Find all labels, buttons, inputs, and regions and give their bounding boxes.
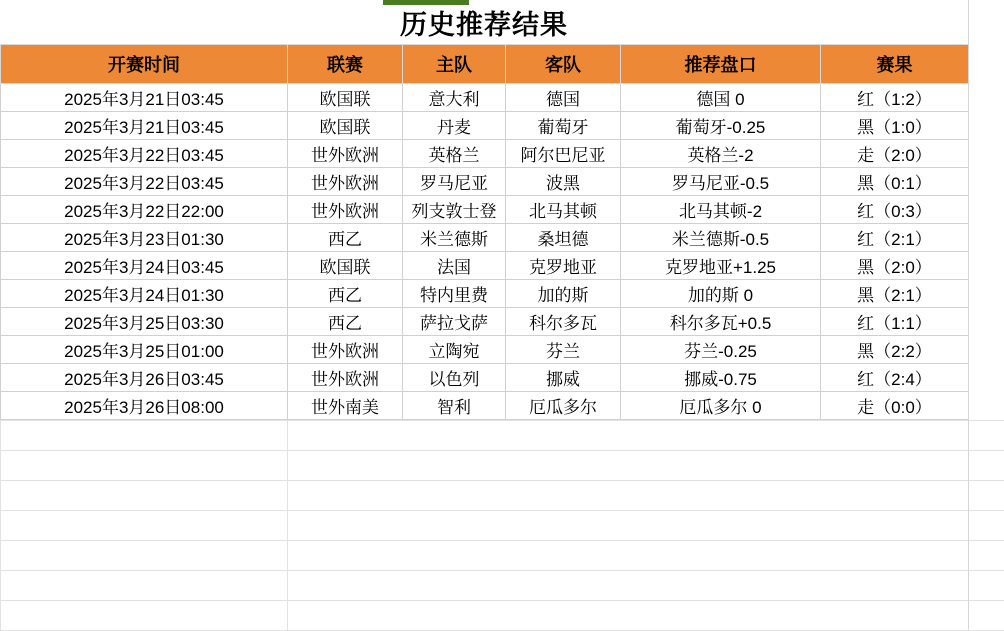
column-header-home: 主队 [403,45,506,84]
table-row [1,252,969,280]
cell-result [821,336,969,364]
result-label: 黑 [857,174,874,193]
empty-cell[interactable] [288,421,969,451]
column-header-away: 客队 [506,45,621,84]
result-score: （1:0） [874,118,932,137]
result-score: （0:0） [874,398,932,417]
cell-away-team: 科尔多瓦 [506,308,621,336]
cell-result [821,392,969,420]
cell-result [821,112,969,140]
cell-home-team: 特内里费 [403,280,506,308]
column-header-time: 开赛时间 [1,45,288,84]
column-header-league: 联赛 [288,45,403,84]
result-label: 红 [857,202,874,221]
cell-home-team: 萨拉戈萨 [403,308,506,336]
cell-away-team: 德国 [506,84,621,112]
cell-line: 厄瓜多尔 0 [621,392,821,420]
cell-time: 2025年3月24日03:45 [1,252,288,280]
cell-time: 2025年3月25日03:30 [1,308,288,336]
cell-time: 2025年3月26日08:00 [1,392,288,420]
empty-rows-area [0,420,1004,631]
empty-cell[interactable] [1,511,288,541]
cell-league: 欧国联 [288,252,403,280]
result-score: （0:1） [874,174,932,193]
cell-line: 葡萄牙-0.25 [621,112,821,140]
cell-league: 世外欧洲 [288,336,403,364]
cell-line: 加的斯 0 [621,280,821,308]
result-score: （2:0） [874,146,932,165]
cell-time: 2025年3月21日03:45 [1,112,288,140]
cell-line: 芬兰-0.25 [621,336,821,364]
column-header-result: 赛果 [821,45,969,84]
cell-result [821,308,969,336]
result-score: （2:1） [874,286,932,305]
cell-time: 2025年3月26日03:45 [1,364,288,392]
cell-line: 北马其顿-2 [621,196,821,224]
result-label: 黑 [857,118,874,137]
cell-line: 德国 0 [621,84,821,112]
cell-home-team: 丹麦 [403,112,506,140]
cell-result [821,224,969,252]
cell-result [821,252,969,280]
result-score: （2:4） [874,370,932,389]
cell-result [821,84,969,112]
column-header-line: 推荐盘口 [621,45,821,84]
table-header-row [1,45,969,84]
cell-home-team: 米兰德斯 [403,224,506,252]
table-row [1,280,969,308]
cell-league: 西乙 [288,280,403,308]
empty-cell[interactable] [288,571,969,601]
cell-away-team: 挪威 [506,364,621,392]
result-label: 红 [857,230,874,249]
cell-league: 世外欧洲 [288,196,403,224]
table-row [1,112,969,140]
empty-cell[interactable] [1,481,288,511]
cell-home-team: 法国 [403,252,506,280]
empty-cell[interactable] [288,481,969,511]
page-title: 历史推荐结果 [0,0,968,44]
cell-league: 世外南美 [288,392,403,420]
table-row [1,392,969,420]
cell-time: 2025年3月21日03:45 [1,84,288,112]
cell-time: 2025年3月22日03:45 [1,140,288,168]
result-score: （0:3） [874,202,932,221]
empty-cell[interactable] [288,601,969,631]
cell-result [821,168,969,196]
result-score: （2:0） [874,258,932,277]
result-score: （2:1） [874,230,932,249]
empty-cell[interactable] [1,421,288,451]
cell-league: 西乙 [288,308,403,336]
result-score: （2:2） [874,342,932,361]
cell-away-team: 北马其顿 [506,196,621,224]
empty-row [1,481,1004,511]
empty-cell[interactable] [288,511,969,541]
result-label: 走 [857,146,874,165]
cell-line: 科尔多瓦+0.5 [621,308,821,336]
result-label: 红 [857,90,874,109]
cell-league: 世外欧洲 [288,168,403,196]
cell-time: 2025年3月23日01:30 [1,224,288,252]
table-row [1,336,969,364]
table-row [1,224,969,252]
cell-away-team: 克罗地亚 [506,252,621,280]
cell-line: 克罗地亚+1.25 [621,252,821,280]
cell-result [821,364,969,392]
empty-row [1,511,1004,541]
empty-cell[interactable] [1,601,288,631]
result-label: 走 [857,398,874,417]
cell-away-team: 芬兰 [506,336,621,364]
table-row [1,168,969,196]
result-score: （1:1） [874,314,932,333]
cell-home-team: 英格兰 [403,140,506,168]
empty-row [1,541,1004,571]
result-label: 黑 [857,286,874,305]
cell-away-team: 阿尔巴尼亚 [506,140,621,168]
cell-league: 欧国联 [288,84,403,112]
cell-home-team: 立陶宛 [403,336,506,364]
cell-away-team: 厄瓜多尔 [506,392,621,420]
cell-home-team: 列支敦士登 [403,196,506,224]
result-score: （1:2） [874,90,932,109]
cell-result [821,280,969,308]
cell-league: 西乙 [288,224,403,252]
cell-line: 罗马尼亚-0.5 [621,168,821,196]
cell-home-team: 罗马尼亚 [403,168,506,196]
empty-grid [0,420,1004,631]
result-label: 黑 [857,342,874,361]
cell-result [821,196,969,224]
table-row [1,364,969,392]
empty-row [1,571,1004,601]
empty-row [1,421,1004,451]
cell-league: 世外欧洲 [288,364,403,392]
cell-line: 英格兰-2 [621,140,821,168]
result-label: 红 [857,370,874,389]
cell-away-team: 葡萄牙 [506,112,621,140]
empty-cell[interactable] [288,451,969,481]
result-label: 黑 [857,258,874,277]
empty-cell[interactable] [1,571,288,601]
cell-league: 世外欧洲 [288,140,403,168]
cell-time: 2025年3月25日01:00 [1,336,288,364]
empty-row [1,601,1004,631]
table-row [1,196,969,224]
right-gutter [968,44,1004,629]
cell-time: 2025年3月24日01:30 [1,280,288,308]
cell-home-team: 以色列 [403,364,506,392]
cell-away-team: 加的斯 [506,280,621,308]
cell-home-team: 意大利 [403,84,506,112]
cell-time: 2025年3月22日22:00 [1,196,288,224]
cell-line: 挪威-0.75 [621,364,821,392]
result-label: 红 [857,314,874,333]
cell-away-team: 波黑 [506,168,621,196]
title-right-gutter-cell [968,0,1004,44]
empty-row [1,451,1004,481]
empty-cell[interactable] [288,541,969,571]
table-row [1,140,969,168]
empty-cell[interactable] [1,451,288,481]
title-row [0,0,1004,44]
cell-time: 2025年3月22日03:45 [1,168,288,196]
cell-line: 米兰德斯-0.5 [621,224,821,252]
cell-away-team: 桑坦德 [506,224,621,252]
table-row [1,308,969,336]
results-table [0,44,969,420]
cell-league: 欧国联 [288,112,403,140]
table-row [1,84,969,112]
cell-result [821,140,969,168]
empty-cell[interactable] [1,541,288,571]
cell-home-team: 智利 [403,392,506,420]
